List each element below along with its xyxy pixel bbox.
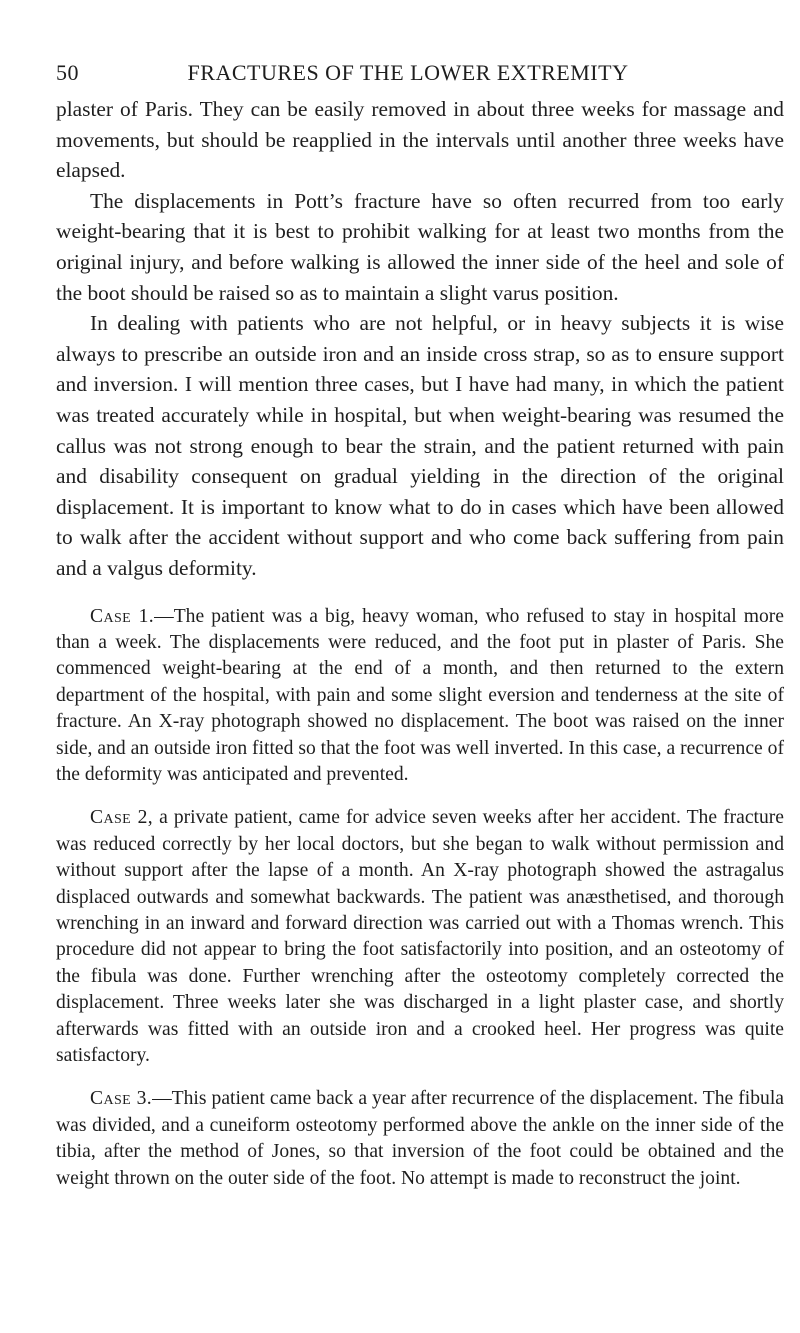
case-3 bbox=[56, 1086, 784, 1192]
case-3-text: —This patient came back a year after recurrence of the displacement. The fibula was divided, and a cuneiform osteotomy performed above the ankle on the inner side of the tibia, after the method of Jones, so that inversion of the foot could be obtained and the weight thrown on the outer side of the foot. No attempt is made to reconstruct the joint. bbox=[56, 1088, 784, 1189]
running-head bbox=[56, 58, 784, 88]
case-2-label: Case 2, bbox=[90, 807, 154, 829]
paragraph-heavy-subjects: In dealing with patients who are not helpful, or in heavy subjects it is wise always to prescribe an outside iron and an inside cross strap, so as to ensure support and inversion. I will mention three cases, but I have had many, in which the patient was treated accurately while in hospital, but when weight-bearing was resumed the callus was not strong enough to bear the strain, and the patient returned with pain and disability consequent on gradual yielding in the direction of the original displacement. It is important to know what to do in cases which have been allowed to walk after the accident without support and who come back suffering from pain and a valgus deformity. bbox=[56, 311, 784, 580]
case-2 bbox=[56, 805, 784, 1069]
case-reports bbox=[56, 604, 784, 1193]
running-title: FRACTURES OF THE LOWER EXTREMITY bbox=[187, 60, 629, 85]
case-1-text: —The patient was a big, heavy woman, who refused to stay in hospital more than a week. The displacements were reduced, and the foot put in plaster of Paris. She commenced weight-bearing at the end of a month, and then returned to the extern department of the hospital, with pain and some slight eversion and tenderness at the site of fracture. An X-ray photograph showed no displacement. The boot was raised on the inner side, and an outside iron fitted so that the foot was well inverted. In this case, a recurrence of the deformity was anticipated and prevented. bbox=[56, 605, 784, 785]
case-1 bbox=[56, 604, 784, 789]
paragraph-continuation: plaster of Paris. They can be easily removed in about three weeks for massage and movements, but should be reapplied in the intervals until another three weeks have elapsed. bbox=[56, 97, 784, 183]
main-text bbox=[56, 94, 784, 584]
case-1-label: Case 1. bbox=[90, 605, 155, 627]
paragraph-pott-fracture: The displacements in Pott’s fracture have so often recurred from too early weight-bearing that it is best to prohibit walking for at least two months from the original injury, and before walking is allowed the inner side of the heel and sole of the boot should be raised so as to maintain a slight varus position. bbox=[56, 188, 784, 305]
page-number: 50 bbox=[56, 60, 79, 85]
book-page bbox=[56, 58, 784, 1209]
case-2-text: a private patient, came for advice seven weeks after her accident. The fracture was reduced correctly by her local doctors, but she began to walk without permission and without support after the lapse of a month. An X-ray photograph showed the astragalus displaced outwards and somewhat backwards. The patient was anæsthetised, and thorough wrenching in an inward and forward direction was carried out with a Thomas wrench. This procedure did not appear to bring the foot satisfactorily into position, and an osteotomy of the fibula was done. Further wrenching after the osteotomy completely corrected the displacement. Three weeks later she was discharged in a light plaster case, and shortly afterwards was fitted with an outside iron and a crooked heel. Her progress was quite satisfactory. bbox=[56, 807, 784, 1066]
case-3-label: Case 3. bbox=[90, 1088, 153, 1110]
